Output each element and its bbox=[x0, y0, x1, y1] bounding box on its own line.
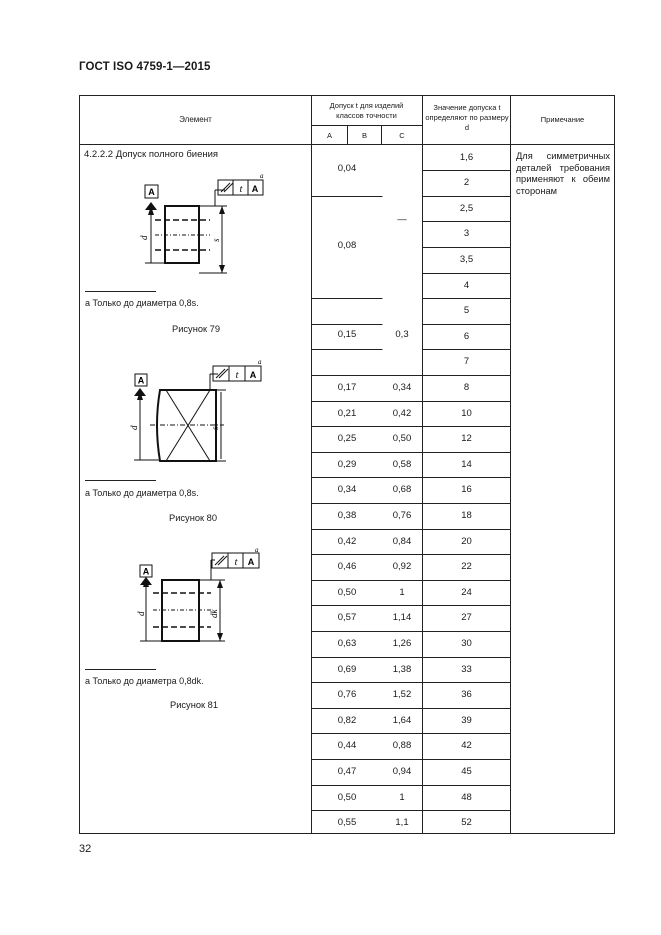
cell-class-c: 0,58 bbox=[392, 458, 412, 470]
datum-label: A bbox=[137, 375, 145, 386]
cell-size-d: 20 bbox=[461, 535, 472, 547]
col-header-element: Элемент bbox=[179, 115, 212, 124]
tolerance-symbol: t bbox=[234, 557, 238, 568]
cell-size-d: 18 bbox=[461, 509, 472, 521]
cell-size-d: 42 bbox=[461, 740, 472, 752]
cell-a-group-3: 0,15 bbox=[337, 329, 357, 340]
col-header-tolerance: Допуск t для изделий классов точности bbox=[329, 101, 404, 120]
cell-class-c: 1,52 bbox=[392, 689, 412, 701]
note-text: Для симметричных деталей требования применяют к обеим сторонам bbox=[516, 151, 610, 196]
caption-fig80: Рисунок 80 bbox=[169, 513, 217, 523]
cell-class-a: 0,50 bbox=[337, 791, 357, 803]
footnote-fig81: a Только до диаметра 0,8dk. bbox=[85, 676, 204, 686]
page-number: 32 bbox=[79, 843, 92, 855]
col-header-note: Примечание bbox=[540, 115, 585, 124]
cell-class-a: 0,34 bbox=[337, 484, 357, 496]
cell-class-a: 0,25 bbox=[337, 433, 357, 445]
datum-ref: A bbox=[249, 370, 257, 380]
cell-class-a: 0,57 bbox=[337, 612, 357, 624]
cell-size-d: 7 bbox=[463, 356, 470, 368]
cell-c-dash: — bbox=[397, 214, 407, 225]
cell-size-d: 2 bbox=[463, 177, 470, 189]
cell-class-a: 0,63 bbox=[337, 637, 357, 649]
cell-class-c: 1 bbox=[399, 586, 405, 598]
col-header-class-c: C bbox=[399, 131, 405, 140]
cell-class-a: 0,47 bbox=[337, 765, 357, 777]
col-header-class-b: B bbox=[361, 131, 367, 140]
cell-class-c: 0,94 bbox=[392, 765, 412, 777]
cell-class-c: 1,38 bbox=[392, 663, 412, 675]
cell-size-d: 30 bbox=[461, 637, 472, 649]
superscript-a: a bbox=[255, 548, 259, 554]
section-title: 4.2.2.2 Допуск полного биения bbox=[84, 149, 219, 160]
cell-class-a: 0,29 bbox=[337, 458, 357, 470]
cell-class-c: 1,1 bbox=[395, 817, 409, 829]
cell-class-c: 0,50 bbox=[392, 433, 412, 445]
cell-class-c: 0,34 bbox=[392, 381, 412, 393]
cell-size-d: 2,5 bbox=[459, 202, 474, 214]
cell-class-c: 0,76 bbox=[392, 509, 412, 521]
cell-class-c: 0,84 bbox=[392, 535, 412, 547]
cell-class-c: 0,68 bbox=[392, 484, 412, 496]
cell-class-a: 0,46 bbox=[337, 561, 357, 573]
cell-size-d: 6 bbox=[463, 330, 470, 342]
cell-class-c: 1,26 bbox=[392, 637, 412, 649]
cell-class-a: 0,38 bbox=[337, 509, 357, 521]
figure-80-drawing bbox=[128, 358, 268, 468]
cell-class-c: 0,42 bbox=[392, 407, 412, 419]
cell-size-d: 5 bbox=[463, 305, 470, 317]
cell-class-a: 0,82 bbox=[337, 714, 357, 726]
cell-class-a: 0,76 bbox=[337, 689, 357, 701]
caption-fig81: Рисунок 81 bbox=[170, 700, 218, 710]
tolerance-symbol: t bbox=[239, 184, 243, 195]
cell-class-c: 0,92 bbox=[392, 561, 412, 573]
footnote-fig79: a Только до диаметра 0,8s. bbox=[85, 298, 199, 308]
cell-size-d: 3 bbox=[463, 228, 470, 240]
figure-79-drawing bbox=[135, 170, 270, 275]
superscript-a: a bbox=[258, 358, 262, 366]
tolerance-symbol: t bbox=[235, 370, 239, 381]
document-header: ГОСТ ISO 4759-1—2015 bbox=[79, 61, 211, 73]
cell-size-d: 52 bbox=[461, 817, 472, 829]
cell-class-c: 0,88 bbox=[392, 740, 412, 752]
figure-81-drawing bbox=[135, 548, 270, 653]
datum-ref: A bbox=[251, 184, 259, 194]
footnote-fig80: a Только до диаметра 0,8s. bbox=[85, 488, 199, 498]
cell-size-d: 12 bbox=[461, 433, 472, 445]
dim-d: d bbox=[136, 611, 146, 616]
datum-ref: A bbox=[247, 557, 255, 567]
cell-size-d: 33 bbox=[461, 663, 472, 675]
cell-size-d: 36 bbox=[461, 689, 472, 701]
cell-class-a: 0,42 bbox=[337, 535, 357, 547]
cell-size-d: 14 bbox=[461, 458, 472, 470]
caption-fig79: Рисунок 79 bbox=[172, 324, 220, 334]
cell-size-d: 16 bbox=[461, 484, 472, 496]
cell-size-d: 4 bbox=[463, 279, 470, 291]
cell-class-c: 1 bbox=[399, 791, 405, 803]
cell-class-c: 1,14 bbox=[392, 612, 412, 624]
dim-d: d bbox=[139, 235, 149, 240]
dim-dk: dk bbox=[209, 609, 219, 618]
cell-c-group: 0,3 bbox=[395, 329, 409, 340]
cell-class-a: 0,21 bbox=[337, 407, 357, 419]
cell-size-d: 10 bbox=[461, 407, 472, 419]
cell-size-d: 24 bbox=[461, 586, 472, 598]
cell-size-d: 45 bbox=[461, 765, 472, 777]
cell-size-d: 48 bbox=[461, 791, 472, 803]
cell-size-d: 27 bbox=[461, 612, 472, 624]
cell-size-d: 3,5 bbox=[459, 253, 474, 265]
cell-a-group-1: 0,04 bbox=[337, 163, 357, 174]
cell-class-a: 0,50 bbox=[337, 586, 357, 598]
cell-a-group-2: 0,08 bbox=[337, 240, 357, 251]
cell-size-d: 22 bbox=[461, 561, 472, 573]
cell-size-d: 1,6 bbox=[459, 151, 474, 163]
datum-label: A bbox=[142, 566, 150, 577]
col-header-class-a: A bbox=[326, 131, 332, 140]
cell-class-a: 0,69 bbox=[337, 663, 357, 675]
cell-size-d: 39 bbox=[461, 714, 472, 726]
dim-s: s bbox=[210, 426, 220, 430]
cell-class-a: 0,55 bbox=[337, 817, 357, 829]
dim-d: d bbox=[129, 425, 139, 430]
col-header-value: Значение допуска t определяют по размеру d bbox=[425, 103, 509, 132]
datum-label: A bbox=[148, 187, 155, 197]
cell-size-d: 8 bbox=[463, 381, 470, 393]
superscript-a: a bbox=[260, 172, 264, 180]
dim-s: s bbox=[211, 238, 221, 242]
cell-class-a: 0,44 bbox=[337, 740, 357, 752]
cell-class-c: 1,64 bbox=[392, 714, 412, 726]
cell-class-a: 0,17 bbox=[337, 381, 357, 393]
